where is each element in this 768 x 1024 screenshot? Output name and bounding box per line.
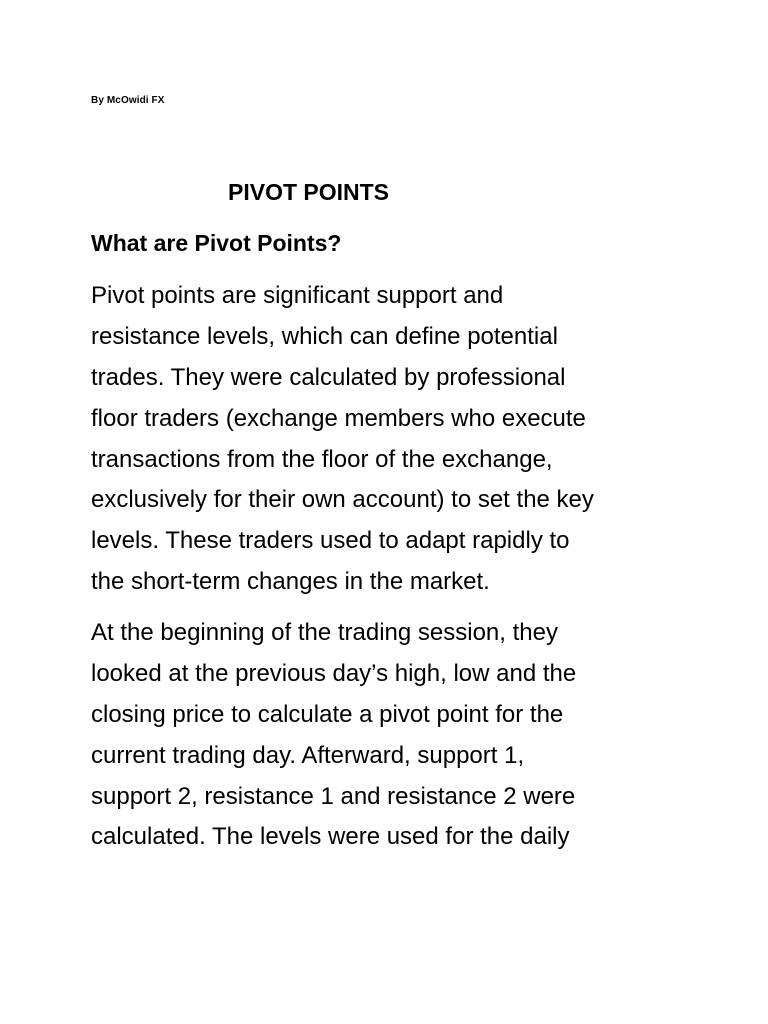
paragraph-line: transactions from the floor of the exchange, [91,445,553,473]
paragraph-line: looked at the previous day’s high, low and the [91,659,577,687]
paragraph-definition [91,276,691,603]
paragraph-line: levels. These traders used to adapt rapidly to [91,527,570,555]
paragraph-line: current trading day. Afterward, support 1, [91,741,525,769]
paragraph-line: the short-term changes in the market. [91,568,490,596]
author-credit: By McOwidi FX [91,95,165,106]
section-heading: What are Pivot Points? [91,230,342,256]
paragraph-line: resistance levels, which can define potential [91,322,558,350]
paragraph-line: exclusively for their own account) to set the key [91,486,594,514]
paragraph-line: support 2, resistance 1 and resistance 2 were [91,782,576,810]
paragraph-line: At the beginning of the trading session, they [91,619,558,646]
paragraph-line: Pivot points are significant support and [91,282,504,309]
paragraph-line: closing price to calculate a pivot point for the [91,700,564,728]
paragraph-line: floor traders (exchange members who execute [91,404,586,432]
paragraph-line: calculated. The levels were used for the daily [91,823,570,851]
document-title: PIVOT POINTS [228,179,390,205]
paragraph-line: trades. They were calculated by professional [91,363,566,391]
paragraph-calculation [91,613,691,858]
